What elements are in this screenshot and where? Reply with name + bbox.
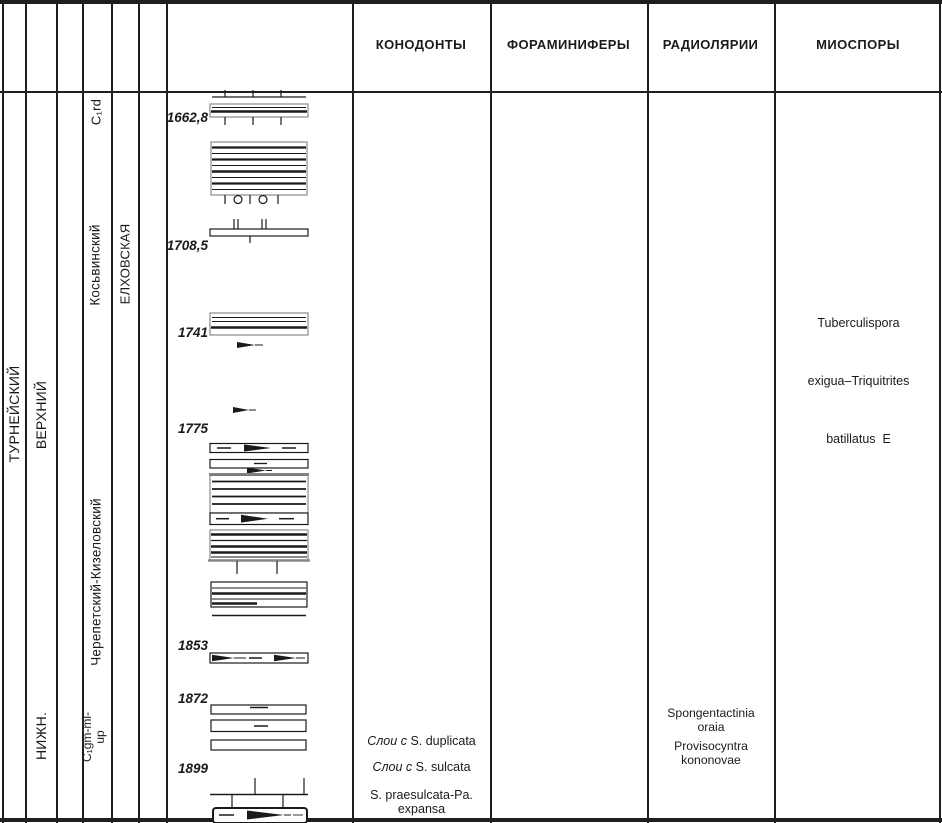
lith-brick-bed-1662 xyxy=(210,90,308,125)
border-top xyxy=(0,0,942,4)
radiolaria-line3: Provisocyntra xyxy=(674,738,748,753)
lith-laminated-block-upper xyxy=(211,142,307,204)
divider-radiolaria-left xyxy=(647,0,649,823)
depth-mark: 1708,5 xyxy=(166,238,208,253)
header-conodonts: КОНОДОНТЫ xyxy=(375,37,467,52)
index-lower-label xyxy=(81,712,107,762)
lith-bed-1741 xyxy=(210,313,308,348)
border-left xyxy=(2,0,4,823)
lith-block-1853 xyxy=(211,582,307,616)
zone-prefix: Слои с xyxy=(367,734,407,748)
substage-upper-label: ВЕРХНИЙ xyxy=(33,380,49,450)
conodont-zone-praesulcata xyxy=(353,789,490,817)
lith-brick-bed-1899 xyxy=(210,778,308,811)
depth-mark: 1853 xyxy=(177,638,208,653)
horizon-lower-label: Черепетский-Кизеловский xyxy=(88,498,104,666)
radiolaria-line1: Spongentactinia xyxy=(667,706,755,720)
zone-name: S. duplicata xyxy=(410,734,476,748)
zone-prefix: Слои с xyxy=(372,760,413,774)
index-lower-line1: C₁gm-ml- xyxy=(80,711,95,763)
depth-mark: 1899 xyxy=(177,761,208,776)
header-foraminifera: ФОРАМИНИФЕРЫ xyxy=(507,37,630,52)
lith-arrow-marker xyxy=(233,407,256,413)
lith-beds-1872 xyxy=(211,705,306,750)
zone-name: S. sulcata xyxy=(415,760,471,774)
lith-thin-bed-1708 xyxy=(210,219,308,243)
radiolaria-line4: kononovae xyxy=(681,753,741,768)
lith-band-with-arrows-1853 xyxy=(210,653,308,663)
depth-mark: 1741 xyxy=(177,325,208,340)
miospore-zones xyxy=(775,275,942,488)
miospore-line2: exigua–Triquitrites xyxy=(807,373,910,388)
divider-conodont-left xyxy=(352,0,354,823)
miospore-line1: Tuberculispora xyxy=(817,315,900,330)
divider-horizon-suite xyxy=(111,0,113,823)
divider-foraminifera-left xyxy=(490,0,492,823)
lith-band-with-arrow-2 xyxy=(210,513,308,525)
horizon-upper-label: Косьвинский xyxy=(87,224,103,306)
stage-label: ТУРНЕЙСКИЙ xyxy=(6,365,22,463)
zone-name-line1: S. praesulcata-Pa. xyxy=(370,788,473,802)
miospore-line3: batillatus E xyxy=(826,432,891,446)
divider-substage xyxy=(56,0,58,823)
header-underline xyxy=(0,91,942,93)
zone-name-line2: expansa xyxy=(397,801,446,816)
suite-label: ЕЛХОВСКАЯ xyxy=(117,223,133,305)
substage-lower-label: НИЖН. xyxy=(33,711,49,761)
radiolaria-line2: oraia xyxy=(697,720,725,735)
header-radiolaria: РАДИОЛЯРИИ xyxy=(662,37,759,52)
conodont-zone-sulcata xyxy=(353,760,490,775)
lith-laminated-block-middle xyxy=(209,474,309,513)
radiolaria-zones xyxy=(648,706,774,768)
depth-mark: 1775 xyxy=(177,421,208,436)
conodont-zone-duplicata xyxy=(353,734,490,749)
depth-mark: 1662,8 xyxy=(166,110,208,125)
index-lower-line2: up xyxy=(93,730,107,744)
divider-horizon-left xyxy=(82,0,84,823)
header-miospores: МИОСПОРЫ xyxy=(816,37,900,52)
lith-band-with-arrow-1 xyxy=(210,444,308,453)
divider-stage-substage xyxy=(25,0,27,823)
border-bottom xyxy=(0,818,942,822)
index-upper-label: C₁rd xyxy=(88,98,104,126)
lith-bed-with-dash xyxy=(210,460,308,474)
lith-laminated-block-lower xyxy=(208,530,310,574)
depth-mark: 1872 xyxy=(177,691,208,706)
